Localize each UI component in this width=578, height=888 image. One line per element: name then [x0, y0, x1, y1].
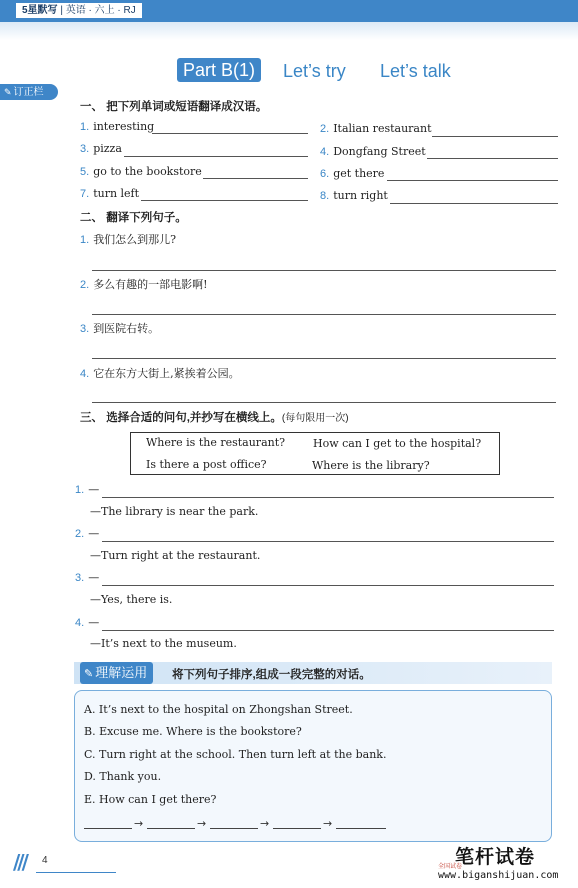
- answer-line-2[interactable]: [432, 136, 558, 137]
- dialog-q-3: 3. —: [75, 571, 100, 584]
- book-meta: 英语 · 六上 · RJ: [65, 5, 136, 16]
- dialog-q-2: 2. —: [75, 527, 100, 540]
- section1-heading: 一、 把下列单词或短语翻译成汉语。: [80, 101, 268, 113]
- vocab-item-5: 5. go to the bookstore: [80, 165, 202, 178]
- translate-line-2[interactable]: [92, 314, 556, 315]
- section3-heading: 三、 选择合适的问句,并抄写在横线上。(每句限用一次): [80, 412, 349, 424]
- choice-where-restaurant: Where is the restaurant?: [146, 436, 286, 449]
- translate-line-1[interactable]: [92, 270, 556, 271]
- dialog-q-1: 1. —: [75, 483, 100, 496]
- part-label: Part B(1): [177, 58, 261, 82]
- vocab-item-1: 1. interesting: [80, 120, 155, 133]
- answer-line-6[interactable]: [387, 180, 558, 181]
- choice-how-hospital: How can I get to the hospital?: [313, 437, 482, 450]
- footer-rule: [36, 872, 116, 873]
- lesson-title-try: Let’s try: [283, 61, 346, 81]
- answer-line-8[interactable]: [390, 203, 558, 204]
- apply-tag: [80, 662, 153, 684]
- correction-column-tag: [0, 84, 58, 100]
- translate-line-3[interactable]: [92, 358, 556, 359]
- dialogue-line-c: C. Turn right at the school. Then turn left at the bank.: [84, 748, 387, 761]
- answer-line-3[interactable]: [124, 156, 308, 157]
- translate-item-3: 3. 到医院右转。: [80, 322, 160, 335]
- vocab-item-4: 4. Dongfang Street: [320, 145, 426, 158]
- choice-post-office: Is there a post office?: [146, 458, 267, 471]
- apply-tag-label: 理解运用: [95, 665, 148, 680]
- watermark-url: www.biganshijuan.com: [438, 870, 559, 881]
- apply-instruction: 将下列句子排序,组成一段完整的对话。: [172, 669, 371, 681]
- translate-line-4[interactable]: [92, 402, 556, 403]
- footer-logo: ///: [13, 850, 26, 874]
- vocab-item-2: 2. Italian restaurant: [320, 122, 432, 135]
- page-number: 4: [42, 855, 48, 866]
- correction-tag-label: 订正栏: [13, 87, 44, 98]
- dialogue-line-d: D. Thank you.: [84, 770, 162, 783]
- dialog-q-line-2[interactable]: [102, 541, 554, 542]
- order-blank-5[interactable]: [336, 828, 386, 829]
- pencil-icon: ✎: [4, 87, 12, 97]
- order-blank-4[interactable]: [273, 828, 321, 829]
- dialog-q-line-1[interactable]: [102, 497, 554, 498]
- translate-item-2: 2. 多么有趣的一部电影啊!: [80, 278, 208, 291]
- edit-note-icon: ✎: [84, 667, 94, 680]
- dialog-a-1: —The library is near the park.: [90, 505, 259, 518]
- order-arrow-1: →: [134, 817, 144, 830]
- vocab-item-3: 3. pizza: [80, 142, 122, 155]
- vocab-item-7: 7. turn left: [80, 187, 140, 200]
- vocab-item-6: 6. get there: [320, 167, 385, 180]
- order-arrow-3: →: [260, 817, 270, 830]
- answer-line-5[interactable]: [203, 178, 308, 179]
- answer-line-1[interactable]: [152, 133, 308, 134]
- dialog-a-4: —It’s next to the museum.: [90, 637, 237, 650]
- dialogue-line-e: E. How can I get there?: [84, 793, 217, 806]
- brand-name: 5星默写: [22, 5, 58, 16]
- dialog-q-line-3[interactable]: [102, 585, 554, 586]
- watermark-small: 全国试卷: [438, 864, 463, 870]
- dialogue-line-a: A. It’s next to the hospital on Zhongshan Street.: [84, 703, 353, 716]
- order-arrow-4: →: [323, 817, 333, 830]
- header-gradient-band: [0, 22, 578, 40]
- order-blank-2[interactable]: [147, 828, 195, 829]
- lesson-title-talk: Let’s talk: [380, 61, 451, 81]
- book-series-label: 5星默写 | 英语 · 六上 · RJ: [16, 3, 142, 18]
- answer-line-7[interactable]: [141, 200, 308, 201]
- section2-heading: 二、 翻译下列句子。: [80, 212, 187, 224]
- order-blank-3[interactable]: [210, 828, 258, 829]
- watermark-title: 笔杆试卷: [455, 846, 536, 868]
- answer-line-4[interactable]: [427, 158, 558, 159]
- order-blank-1[interactable]: [84, 828, 132, 829]
- choice-where-library: Where is the library?: [312, 459, 430, 472]
- dialog-a-2: —Turn right at the restaurant.: [90, 549, 261, 562]
- dialog-q-line-4[interactable]: [102, 630, 554, 631]
- dialog-a-3: —Yes, there is.: [90, 593, 173, 606]
- order-arrow-2: →: [197, 817, 207, 830]
- translate-item-1: 1. 我们怎么到那儿?: [80, 233, 177, 246]
- section3-note: (每句限用一次): [281, 413, 349, 424]
- dialogue-line-b: B. Excuse me. Where is the bookstore?: [84, 725, 302, 738]
- vocab-item-8: 8. turn right: [320, 189, 388, 202]
- dialog-q-4: 4. —: [75, 616, 100, 629]
- top-header-bar: [0, 0, 578, 22]
- translate-item-4: 4. 它在东方大街上,紧挨着公园。: [80, 367, 240, 380]
